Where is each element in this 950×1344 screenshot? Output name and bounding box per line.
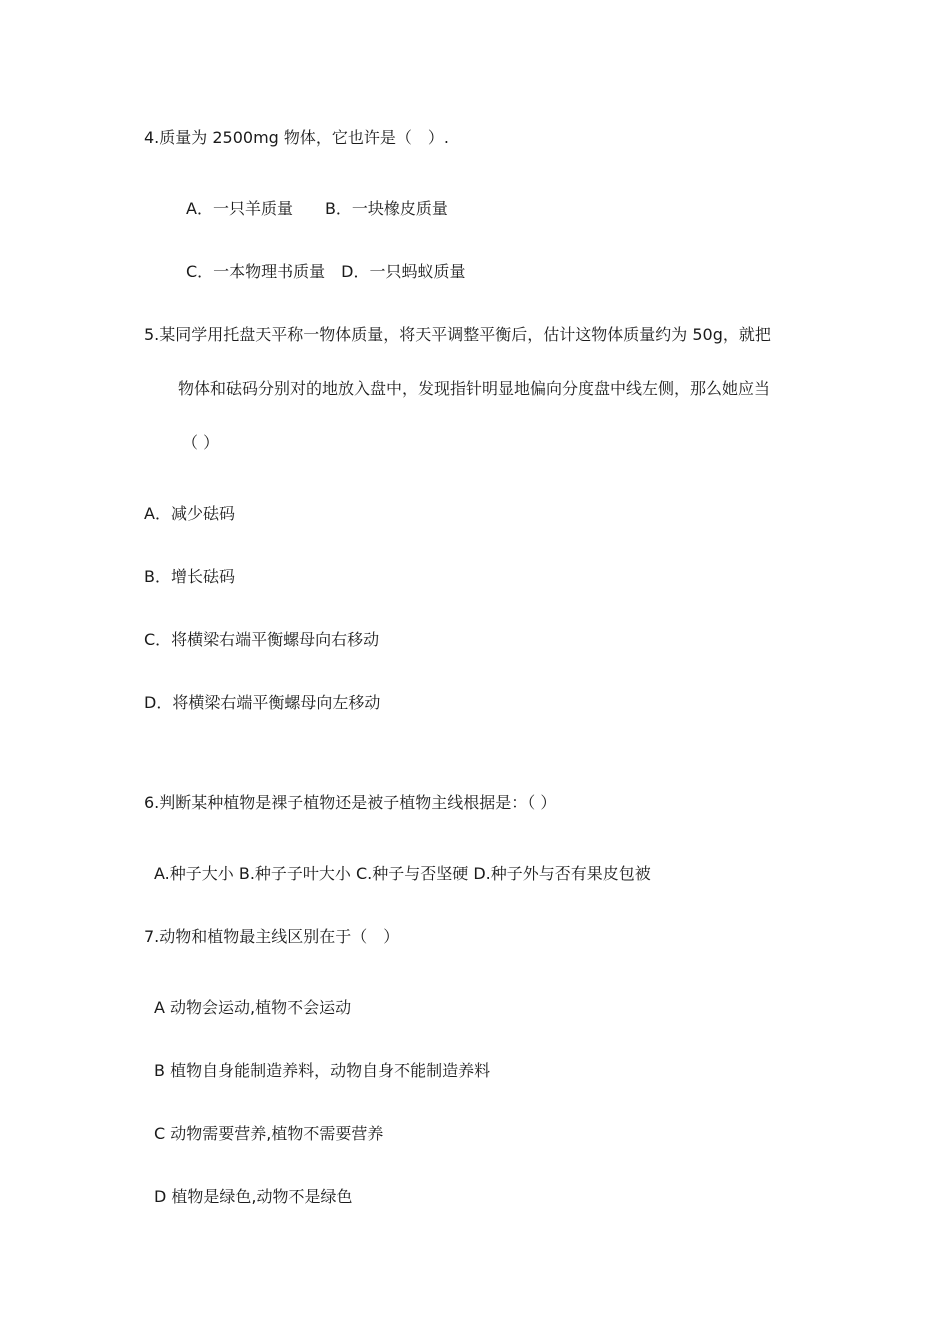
- question-7-option-a: A 动物会运动,植物不会运动: [154, 998, 352, 1017]
- question-5-option-a: A．减少砝码: [144, 504, 235, 523]
- question-5-option-b: B．增长砝码: [144, 567, 235, 586]
- question-7-option-b: B 植物自身能制造养料，动物自身不能制造养料: [154, 1061, 491, 1080]
- question-7-option-d: D 植物是绿色,动物不是绿色: [154, 1187, 353, 1206]
- question-4-options-row1: A．一只羊质量 B．一块橡皮质量: [186, 199, 448, 218]
- question-5-stem-line3: （ ）: [182, 433, 220, 452]
- question-6-options: A.种子大小 B.种子子叶大小 C.种子与否坚硬 D.种子外与否有果皮包被: [154, 864, 651, 883]
- question-5-stem-line1: 5.某同学用托盘天平称一物体质量，将天平调整平衡后，估计这物体质量约为 50g，就把: [144, 325, 771, 344]
- question-7-stem: 7.动物和植物最主线区别在于（ ）: [144, 927, 400, 946]
- question-4-stem: 4.质量为 2500mg 物体，它也许是（ ）.: [144, 128, 449, 147]
- question-7-option-c: C 动物需要营养,植物不需要营养: [154, 1124, 384, 1143]
- question-6-stem: 6.判断某种植物是裸子植物还是被子植物主线根据是：（ ）: [144, 793, 557, 812]
- question-4-options-row2: C．一本物理书质量 D．一只蚂蚁质量: [186, 262, 466, 281]
- question-5-stem-line2: 物体和砝码分别对的地放入盘中，发现指针明显地偏向分度盘中线左侧，那么她应当: [178, 379, 771, 398]
- question-5-option-d: D．将横梁右端平衡螺母向左移动: [144, 693, 381, 712]
- question-5-option-c: C．将横梁右端平衡螺母向右移动: [144, 630, 380, 649]
